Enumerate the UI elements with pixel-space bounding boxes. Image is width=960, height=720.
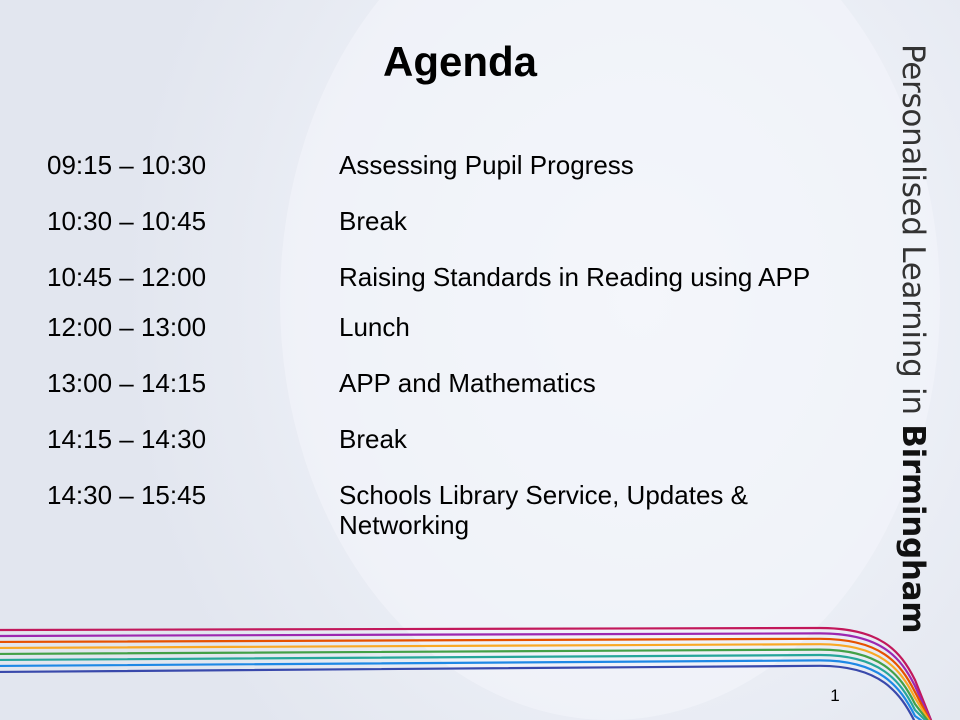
- agenda-time: 14:15 – 14:30: [47, 424, 207, 454]
- agenda-item: [47, 262, 857, 292]
- agenda-session: Schools Library Service, Updates & Networking: [339, 480, 748, 540]
- decorative-stripe: [0, 666, 935, 720]
- agenda-item: [47, 206, 857, 236]
- agenda-time: 10:30 – 10:45: [47, 206, 207, 236]
- agenda-time: 09:15 – 10:30: [47, 150, 207, 180]
- agenda-item: [47, 368, 857, 398]
- agenda-session: Break: [339, 424, 407, 454]
- agenda-time: 10:45 – 12:00: [47, 262, 207, 292]
- agenda-list: [47, 150, 857, 560]
- brand-logo: [894, 44, 936, 634]
- brand-wordmark: [890, 44, 932, 634]
- agenda-time: 12:00 – 13:00: [47, 312, 207, 342]
- agenda-session: Break: [339, 206, 407, 236]
- page-number: 1: [830, 686, 840, 705]
- brand-word: in: [895, 387, 931, 415]
- agenda-time: 13:00 – 14:15: [47, 368, 207, 398]
- agenda-item: [47, 150, 857, 180]
- decorative-stripes: [0, 620, 960, 720]
- agenda-item: [47, 480, 857, 540]
- brand-word: Learning: [895, 245, 931, 378]
- brand-word: Personalised: [895, 44, 931, 236]
- agenda-session: APP and Mathematics: [339, 368, 596, 398]
- brand-word: Birmingham: [895, 424, 931, 634]
- agenda-item: [47, 424, 857, 454]
- agenda-session: Raising Standards in Reading using APP: [339, 262, 811, 292]
- agenda-time: 14:30 – 15:45: [47, 480, 207, 510]
- slide-title: Agenda: [382, 38, 537, 85]
- agenda-session: Lunch: [339, 312, 410, 342]
- agenda-item: [47, 312, 857, 342]
- agenda-session: Assessing Pupil Progress: [339, 150, 634, 180]
